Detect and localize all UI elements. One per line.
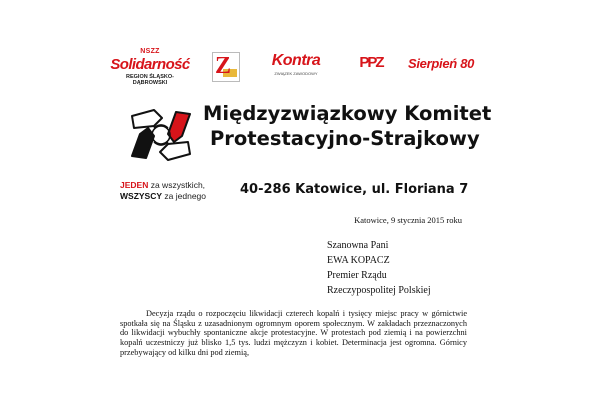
ppz-logo: [346, 54, 396, 71]
slogan-wszyscy: WSZYSCY: [120, 191, 163, 201]
kontra-word: Kontra: [271, 52, 321, 69]
committee-address: 40-286 Katowice, ul. Floriana 7: [240, 182, 469, 197]
solidarnosc-word: Solidarność: [110, 56, 190, 73]
solidarnosc-top-text: NSZZ: [140, 48, 160, 55]
letter-body: Decyzja rządu o rozpoczęciu likwidacji czterech kopalń i tysięcy miejsc pracy w górnictwie spotkała się na Śląsku z uzasadnionym ogromnym oporem społecznym. W zakładach przeznaczonych do likwidacji wybuchły spontaniczne akcje protestacyjne. W protestach pod ziemią i na powierzchni kopalń uczestniczy już blisko 1,5 tys. ludzi mężczyzn i kobiet. Determinacja jest ogromna. Górnicy przebywający od kilku dni pod ziemią,: [120, 309, 467, 357]
solidarnosc-region: REGION ŚLĄSKO-DĄBROWSKI: [126, 74, 174, 86]
slogan-za-jednego: za jednego: [164, 191, 206, 201]
addressee-block: [327, 238, 431, 298]
slogan-line-2: [120, 191, 206, 202]
joined-hands-icon: [128, 102, 194, 168]
addressee-line-3: Premier Rządu: [327, 270, 387, 281]
sierpien-80-logo: [408, 56, 488, 71]
letter-date: Katowice, 9 stycznia 2015 roku: [354, 215, 462, 225]
addressee-line-4: Rzeczypospolitej Polskiej: [327, 285, 431, 296]
kontra-sub: ZWIĄZEK ZAWODOWY: [274, 71, 318, 76]
addressee-line-2: EWA KOPACZ: [327, 255, 390, 266]
ppz-word: PPZ: [359, 54, 383, 71]
title-line-1: Międzyzwiązkowy Komitet: [203, 102, 492, 125]
logo-row: [0, 44, 600, 99]
committee-title: [203, 101, 491, 151]
z-logo-letter: Z: [215, 53, 232, 79]
slogan-jeden: JEDEN: [120, 180, 149, 190]
z-union-logo: [212, 52, 240, 82]
slogan: [120, 180, 206, 202]
sierpien-word: Sierpień 80: [408, 56, 475, 71]
title-line-2: Protestacyjno-Strajkowy: [210, 127, 480, 150]
kontra-logo: [262, 52, 330, 76]
addressee-line-1: Szanowna Pani: [327, 240, 389, 251]
slogan-line-1: [120, 180, 206, 191]
slogan-za-wszystkich: za wszystkich,: [150, 180, 206, 190]
solidarnosc-logo: [110, 48, 190, 86]
